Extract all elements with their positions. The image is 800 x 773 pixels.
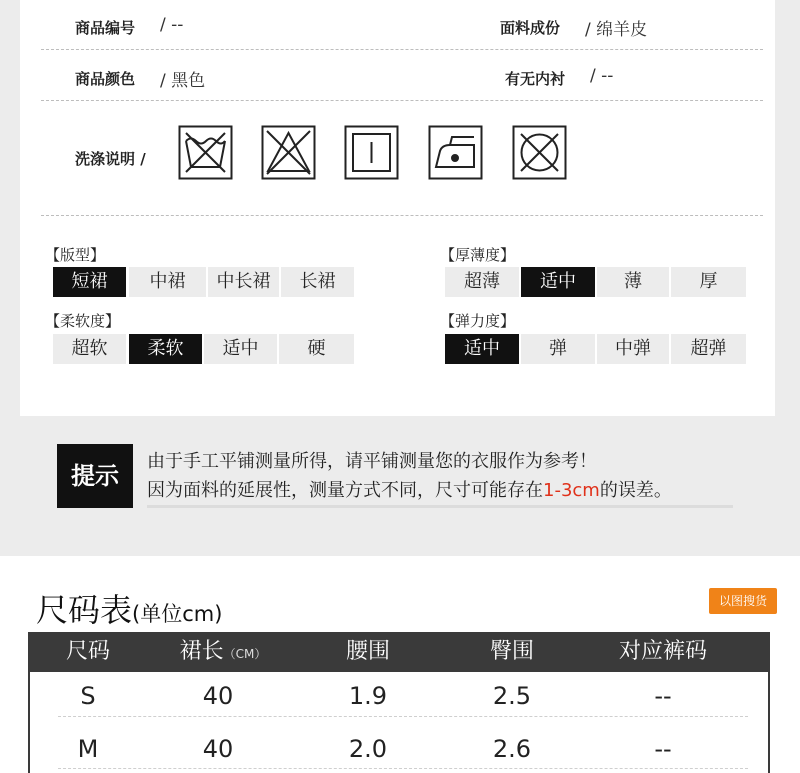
size-chart-title	[36, 585, 222, 631]
item-no-label: 商品编号	[75, 19, 136, 37]
tip-badge: 提示	[57, 444, 133, 508]
fit-option-short: 短裙	[53, 267, 126, 297]
header-hip: 臀围	[489, 639, 534, 664]
table-right-border	[768, 672, 770, 773]
row-divider	[58, 768, 748, 769]
cell-length: 40	[202, 682, 234, 710]
thickness-option-thick: 厚	[671, 267, 746, 297]
fabric-value: / 绵羊皮	[585, 20, 648, 40]
header-pants-size: 对应裤码	[618, 639, 707, 664]
header-waist: 腰围	[345, 639, 390, 664]
elasticity-option-medium: 适中	[445, 334, 519, 364]
cell-size: M	[77, 735, 99, 763]
size-chart-unit: (单位cm)	[132, 602, 223, 626]
row-divider	[58, 716, 748, 717]
tip-line-2-text: 因为面料的延展性，测量方式不同，尺寸可能存在	[147, 480, 543, 501]
lining-label: 有无内衬	[505, 70, 566, 88]
header-length-unit: （CM）	[223, 647, 267, 661]
elasticity-title: 【弹力度】	[440, 312, 516, 330]
elasticity-option-mid-elastic: 中弹	[597, 334, 669, 364]
lining-value: / --	[590, 66, 614, 86]
divider	[41, 215, 763, 216]
item-no-value: / --	[160, 15, 184, 35]
fit-option-long: 长裙	[281, 267, 354, 297]
no-bleach-icon	[261, 125, 316, 180]
thickness-option-medium: 适中	[521, 267, 595, 297]
softness-option-ultra-soft: 超软	[53, 334, 126, 364]
table-left-border	[28, 672, 30, 773]
softness-option-medium: 适中	[204, 334, 277, 364]
softness-option-soft: 柔软	[129, 334, 202, 364]
fit-option-mid: 中裙	[129, 267, 206, 297]
softness-option-hard: 硬	[279, 334, 354, 364]
header-length-text: 裙长	[179, 639, 224, 664]
color-value: / 黑色	[160, 71, 206, 91]
thickness-title: 【厚薄度】	[440, 246, 516, 264]
size-table-header	[28, 632, 770, 672]
elasticity-option-super-elastic: 超弹	[671, 334, 746, 364]
tip-error-range: 1-3cm	[543, 480, 600, 501]
cell-pants-size: --	[654, 682, 672, 710]
no-wash-icon	[178, 125, 233, 180]
tip-underline	[147, 505, 733, 508]
header-size: 尺码	[65, 639, 110, 664]
fabric-label: 面料成份	[500, 19, 561, 37]
softness-title: 【柔软度】	[45, 312, 121, 330]
thickness-option-ultra-thin: 超薄	[445, 267, 519, 297]
cell-hip: 2.5	[492, 682, 532, 710]
cell-waist: 1.9	[348, 682, 388, 710]
cell-length: 40	[202, 735, 234, 763]
header-length	[158, 632, 288, 672]
fit-option-mid-long: 中长裙	[208, 267, 279, 297]
tumble-dry-icon	[344, 125, 399, 180]
iron-low-icon	[428, 125, 483, 180]
cell-hip: 2.6	[492, 735, 532, 763]
fit-title: 【版型】	[45, 246, 106, 264]
divider	[41, 49, 763, 50]
tip-line-2-end: 的误差。	[599, 480, 672, 501]
cell-waist: 2.0	[348, 735, 388, 763]
divider	[41, 100, 763, 101]
cell-pants-size: --	[654, 735, 672, 763]
wash-label: 洗涤说明 /	[75, 150, 146, 168]
color-label: 商品颜色	[75, 70, 136, 88]
size-chart-title-text: 尺码表	[36, 591, 133, 629]
tip-line-2	[147, 476, 672, 502]
thickness-option-thin: 薄	[597, 267, 669, 297]
tip-line-1: 由于手工平铺测量所得，请平铺测量您的衣服作为参考！	[147, 451, 597, 472]
elasticity-option-elastic: 弹	[521, 334, 595, 364]
no-dry-clean-icon	[512, 125, 567, 180]
search-by-image-button[interactable]: 以图搜货	[709, 588, 777, 614]
cell-size: S	[80, 682, 96, 710]
